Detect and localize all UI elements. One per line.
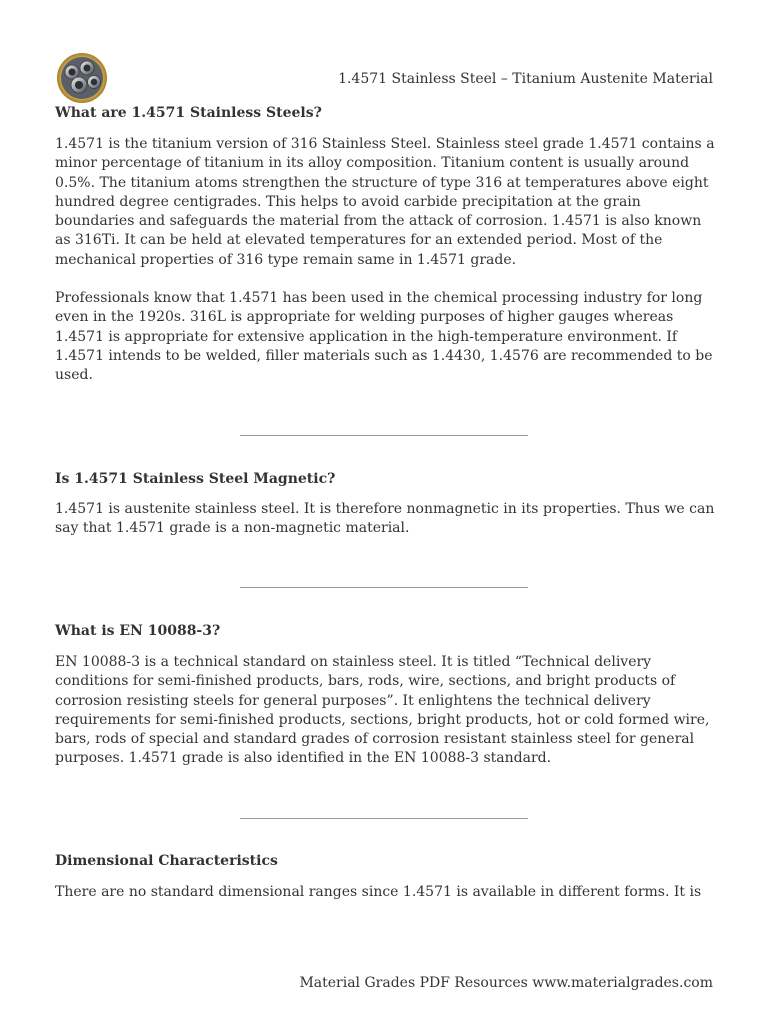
section-paragraph: 1.4571 is the titanium version of 316 Stainless Steel. Stainless steel grade 1.4571 contains a minor percentage of titanium in its alloy composition. Titanium content is usually around 0.5%. The titanium atoms strengthen the structure of type 316 at temperatures above eight hundred degree centigrades. This helps to avoid carbide precipitation at the grain boundaries and safeguards the material from the attack of corrosion. 1.4571 is also known as 316Ti. It can be held at elevated temperatures for an extended period. Most of the mechanical properties of 316 type remain same in 1.4571 grade.: [55, 136, 715, 268]
section-heading-what-are-1-4571: What are 1.4571 Stainless Steels?: [55, 105, 322, 121]
section-paragraph: EN 10088-3 is a technical standard on stainless steel. It is titled “Technical delivery conditions for semi-finished products, bars, rods, wire, sections, and bright products of corrosion resisting steels for general purposes”. It enlightens the technical delivery requirements for semi-finished products, sections, bright products, hot or cold formed wire, bars, rods of special and standard grades of corrosion resistant stainless steel for general purposes. 1.4571 grade is also identified in the EN 10088-3 standard.: [55, 654, 710, 767]
section-heading-magnetic: Is 1.4571 Stainless Steel Magnetic?: [55, 471, 336, 487]
section-paragraph: 1.4571 is austenite stainless steel. It is therefore nonmagnetic in its properties. Thus we can say that 1.4571 grade is a non-magnetic material.: [55, 501, 715, 537]
steel-pipes-logo-icon: [55, 52, 109, 104]
document-footer: Material Grades PDF Resources www.materialgrades.com: [299, 975, 713, 991]
section-paragraph: Professionals know that 1.4571 has been used in the chemical processing industry for long even in the 1920s. 316L is appropriate for welding purposes of higher gauges whereas 1.4571 is appropriate for extensive application in the high-temperature environment. If 1.4571 intends to be welded, filler materials such as 1.4430, 1.4576 are recommended to be used.: [55, 290, 713, 384]
section-divider: [240, 435, 528, 436]
section-paragraph: There are no standard dimensional ranges since 1.4571 is available in different forms. It is: [55, 884, 702, 900]
section-heading-en-10088-3: What is EN 10088-3?: [55, 623, 221, 639]
document-header-title: 1.4571 Stainless Steel – Titanium Austenite Material: [338, 71, 713, 87]
section-divider: [240, 587, 528, 588]
section-divider: [240, 818, 528, 819]
section-heading-dimensional: Dimensional Characteristics: [55, 853, 278, 869]
